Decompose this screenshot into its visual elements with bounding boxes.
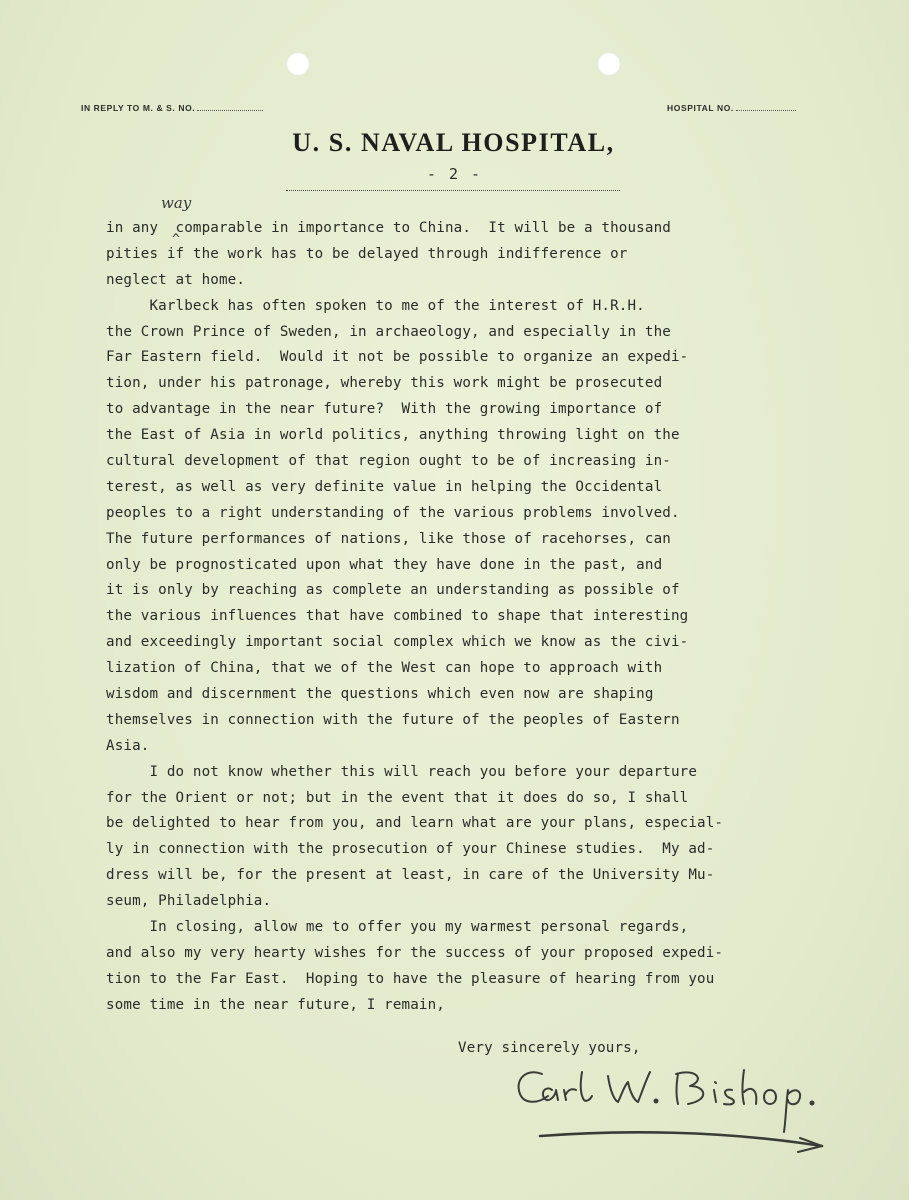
body-line: be delighted to hear from you, and learn what are your plans, especial-	[106, 815, 724, 832]
body-line: the Crown Prince of Sweden, in archaeology, and especially in the	[106, 323, 671, 340]
body-line: pities if the work has to be delayed through indifference or	[106, 245, 628, 262]
body-line: Asia.	[106, 737, 150, 754]
letterhead-title: U. S. NAVAL HOSPITAL,	[292, 128, 615, 157]
body-line: the various influences that have combined to shape that interesting	[106, 608, 689, 625]
closing-salutation: Very sincerely yours,	[458, 1040, 641, 1056]
body-line: wisdom and discernment the questions which even now are shaping	[106, 686, 654, 703]
body-line: I do not know whether this will reach you before your departure	[106, 763, 698, 780]
body-line: The future performances of nations, like those of racehorses, can	[106, 530, 671, 547]
body-line: tion, under his patronage, whereby this work might be prosecuted	[106, 375, 663, 392]
hospital-number-blank	[736, 110, 796, 111]
header-divider	[286, 190, 620, 191]
body-line: ly in connection with the prosecution of your Chinese studies. My ad-	[106, 841, 715, 858]
body-line: in any comparable in importance to China. It will be a thousand	[106, 220, 671, 236]
punch-hole-left	[286, 52, 310, 76]
body-line: terest, as well as very definite value in helping the Occidental	[106, 478, 663, 495]
hospital-number-label: HOSPITAL NO.	[667, 103, 734, 113]
body-line: peoples to a right understanding of the various problems involved.	[106, 504, 680, 521]
body-line: cultural development of that region ought to be of increasing in-	[106, 453, 671, 470]
body-line: to advantage in the near future? With the growing importance of	[106, 401, 663, 418]
body-line: themselves in connection with the future of the peoples of Eastern	[106, 711, 680, 728]
page-number: - 2 -	[426, 165, 483, 183]
insertion-caret: ^	[172, 232, 180, 247]
body-line: for the Orient or not; but in the event that it does do so, I shall	[106, 789, 689, 806]
body-line: dress will be, for the present at least, in care of the University Mu-	[106, 867, 715, 884]
reply-reference-blank	[197, 110, 263, 111]
signature	[500, 1060, 840, 1160]
body-line: Karlbeck has often spoken to me of the interest of H.R.H.	[106, 297, 645, 314]
body-line: tion to the Far East. Hoping to have the pleasure of hearing from you	[106, 970, 715, 987]
signature-text: Carl W. Bishop	[500, 1060, 509, 1061]
letter-body	[106, 216, 846, 1019]
body-line: only be prognosticated upon what they have done in the past, and	[106, 556, 663, 573]
body-line: seum, Philadelphia.	[106, 893, 272, 910]
body-line: and exceedingly important social complex which we know as the civi-	[106, 634, 689, 651]
body-line: In closing, allow me to offer you my warmest personal regards,	[106, 919, 689, 936]
body-line: lization of China, that we of the West can hope to approach with	[106, 660, 663, 677]
punch-hole-right	[597, 52, 621, 76]
reply-reference-label: IN REPLY TO M. & S. NO.	[81, 103, 196, 113]
handwritten-insertion: way	[161, 194, 192, 212]
body-line: and also my very hearty wishes for the success of your proposed expedi-	[106, 944, 724, 961]
body-line: the East of Asia in world politics, anything throwing light on the	[106, 427, 680, 444]
body-line: neglect at home.	[106, 271, 246, 288]
body-line: it is only by reaching as complete an understanding as possible of	[106, 582, 680, 599]
body-line: some time in the near future, I remain,	[106, 996, 445, 1013]
reply-reference-field	[81, 103, 263, 113]
body-line: Far Eastern field. Would it not be possible to organize an expedi-	[106, 349, 689, 366]
hospital-number-field	[667, 103, 796, 113]
